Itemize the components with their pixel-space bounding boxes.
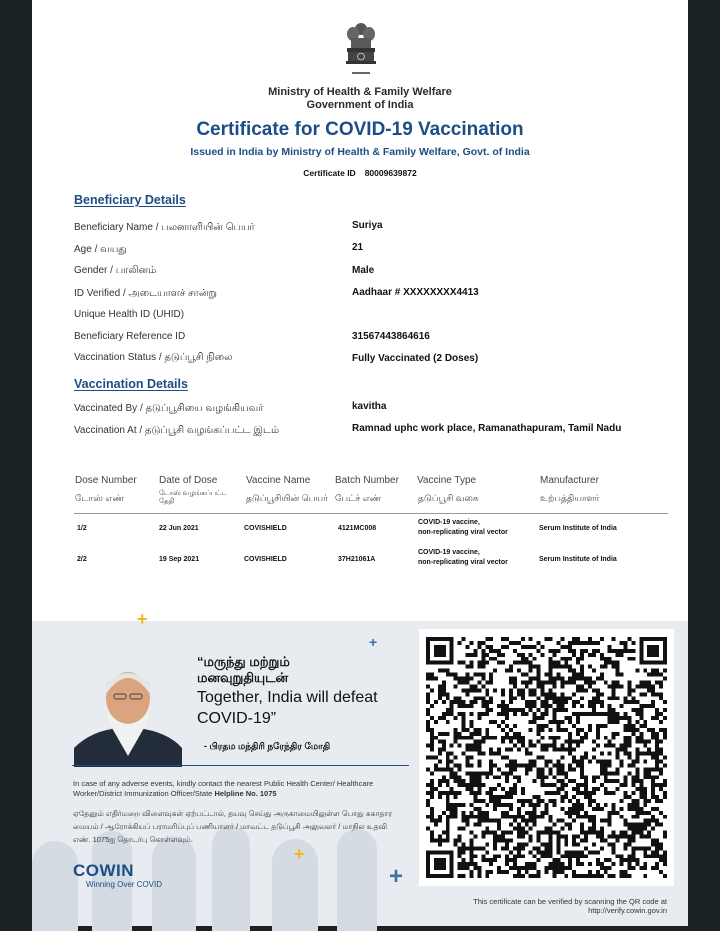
quote-divider <box>72 765 409 766</box>
field-label-gender: Gender / பாலினம் <box>74 265 157 276</box>
field-value-reference-id: 31567443864616 <box>352 331 430 342</box>
certificate-title: Certificate for COVID-19 Vaccination <box>196 119 524 140</box>
helpline-number: Helpline No. 1075 <box>214 789 277 798</box>
cell-dose: 2/2 <box>77 556 87 563</box>
verify-note <box>412 897 667 915</box>
issued-by: Issued in India by Ministry of Health & Family Welfare, Govt. of India <box>190 146 530 158</box>
field-label-status: Vaccination Status / தடுப்பூசி நிலை <box>74 352 233 363</box>
verify-line2: http://verify.cowin.gov.in <box>588 906 667 915</box>
certificate-sheet <box>32 0 688 926</box>
field-label-name: Beneficiary Name / பலனாளியின் பெயர் <box>74 222 255 233</box>
th-vaccine-name: Vaccine Name <box>246 475 311 486</box>
certificate-id-value: 80009639872 <box>364 168 417 178</box>
th-vaccine-type: Vaccine Type <box>417 475 477 486</box>
plus-icon: + <box>369 634 378 650</box>
footer-band <box>32 609 688 926</box>
th-batch-number-ta: பேட்ச் எண் <box>335 493 382 503</box>
verify-line1: This certificate can be verified by scanning the QR code at <box>473 897 667 906</box>
cell-type <box>418 518 508 538</box>
th-date-of-dose-ta: டோஸ் வழங்கப்பட்ட தேதி <box>159 490 228 505</box>
cell-batch: 4121MC008 <box>338 525 377 532</box>
plus-icon: + <box>137 609 148 629</box>
field-label-vaccinated-by: Vaccinated By / தடுப்பூசியை வழங்கியவர் <box>74 403 264 414</box>
qr-code-icon <box>426 637 667 878</box>
certificate-id-label: Certificate ID <box>303 168 356 178</box>
adverse-events-text: In case of any adverse events, kindly contact the nearest Public Health Center/ Healthcare Worker/District Immunization Officer/State <box>73 779 374 798</box>
vaccination-heading: Vaccination Details <box>74 377 188 391</box>
cell-date: 22 Jun 2021 <box>159 525 199 532</box>
field-label-age: Age / வயது <box>74 244 127 255</box>
th-dose-number: Dose Number <box>75 475 137 486</box>
field-value-name: Suriya <box>352 220 383 231</box>
cell-dose: 1/2 <box>77 525 87 532</box>
field-label-reference-id: Beneficiary Reference ID <box>74 331 186 342</box>
adverse-events-tamil: ஏதேனும் எதிர்மறை விளைவுகள் ஏற்பட்டால், தயவு செய்து அருகாமையிலுள்ள பொது சுகாதார மையம் / ஆரோக்கியப் பராமரிப்புப் பணியாளர் / மாவட்ட தடுப்பூசி அலுவலர் / மாநில உதவி எண். 1075ஐ தொடர்பு கொள்ளவும். <box>73 809 393 844</box>
cowin-logo: COWIN <box>73 861 135 880</box>
th-manufacturer: Manufacturer <box>540 475 599 486</box>
th-vaccine-type-ta: தடுப்பூசி வகை <box>418 493 479 503</box>
cell-batch: 37H21061A <box>338 556 376 563</box>
cell-manufacturer: Serum Institute of India <box>539 525 617 532</box>
field-value-gender: Male <box>352 265 375 276</box>
field-value-vaccination-at: Ramnad uphc work place, Ramanathapuram, Tamil Nadu <box>352 423 622 434</box>
background-figure <box>32 841 78 931</box>
field-label-id: ID Verified / அடையாளச் சான்று <box>74 288 217 299</box>
plus-icon: + <box>294 844 305 864</box>
table-divider <box>74 513 668 514</box>
cell-type-line2: non-replicating viral vector <box>418 529 508 536</box>
government-name: Government of India <box>306 99 414 111</box>
qr-code-frame <box>419 629 674 886</box>
national-emblem-icon <box>344 20 378 82</box>
cell-type <box>418 548 508 568</box>
cell-vaccine: COVISHIELD <box>244 556 287 563</box>
th-date-of-dose: Date of Dose <box>159 475 218 486</box>
field-label-vaccination-at: Vaccination At / தடுப்பூசி வழங்கப்பட்ட இடம் <box>74 425 279 436</box>
field-value-status: Fully Vaccinated (2 Doses) <box>352 353 479 364</box>
cell-type-line1: COVID-19 vaccine, <box>418 519 480 526</box>
th-dose-number-ta: டோஸ் எண் <box>75 493 124 503</box>
field-value-age: 21 <box>352 242 364 253</box>
field-value-vaccinated-by: kavitha <box>352 401 387 412</box>
cowin-tagline: Winning Over COVID <box>86 880 163 889</box>
th-batch-number: Batch Number <box>335 475 399 486</box>
beneficiary-heading: Beneficiary Details <box>74 193 186 207</box>
quote-english: Together, India will defeat COVID-19” <box>197 689 378 727</box>
quote-attribution: - பிரதம மந்திரி நரேந்திர மோதி <box>204 741 331 751</box>
adverse-events-english <box>73 779 403 799</box>
cell-manufacturer: Serum Institute of India <box>539 556 617 563</box>
cell-date: 19 Sep 2021 <box>159 556 200 563</box>
portrait-photo <box>70 664 185 767</box>
th-manufacturer-ta: உற்பத்தியாளர் <box>540 493 600 503</box>
quote-tamil: “மருந்து மற்றும் மனவுறுதியுடன் <box>197 654 290 685</box>
cell-type-line2: non-replicating viral vector <box>418 559 508 566</box>
field-value-id: Aadhaar # XXXXXXXX4413 <box>352 287 479 298</box>
ministry-name: Ministry of Health & Family Welfare <box>268 86 452 98</box>
th-vaccine-name-ta: தடுப்பூசியின் பெயர் <box>246 493 328 503</box>
certificate-id-line <box>32 168 688 178</box>
cell-type-line1: COVID-19 vaccine, <box>418 549 480 556</box>
field-label-uhid: Unique Health ID (UHID) <box>74 309 185 320</box>
cell-vaccine: COVISHIELD <box>244 525 287 532</box>
plus-icon: + <box>389 863 404 890</box>
